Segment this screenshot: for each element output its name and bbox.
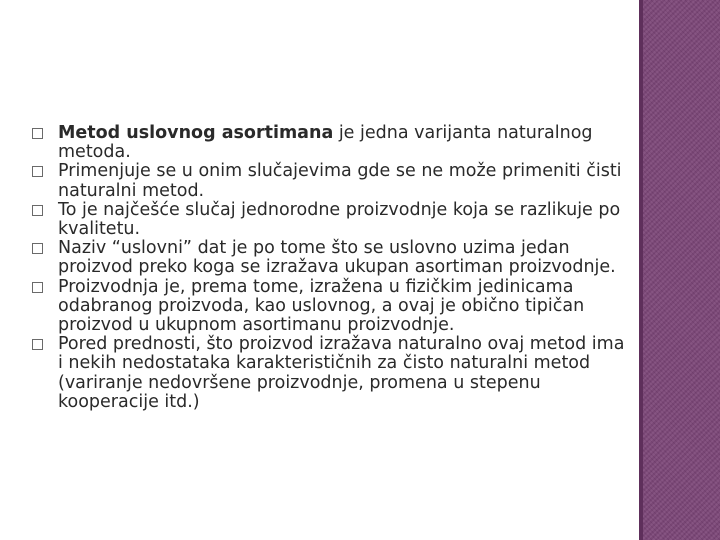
bullet-text: Primenjuje se u onim slučajevima gde se ne može primeniti čisti naturalni metod. <box>58 161 622 201</box>
square-bullet-icon <box>32 128 43 139</box>
bullet-item <box>32 201 632 239</box>
bullet-list <box>32 124 632 412</box>
bullet-item <box>32 335 632 412</box>
bullet-item <box>32 278 632 336</box>
bullet-text: To je najčešće slučaj jednorodne proizvodnje koja se razlikuje po kvalitetu. <box>58 199 621 240</box>
square-bullet-icon <box>32 339 43 350</box>
bullet-bold-text: Metod uslovnog asortimana <box>58 123 334 143</box>
decorative-sidebar <box>643 0 720 540</box>
bullet-item <box>32 239 632 277</box>
bullet-text: Pored prednosti, što proizvod izražava naturalno ovaj metod ima i nekih nedostataka karakterističnih za čisto naturalni metod (variranje nedovršene proizvodnje, promena u stepenu kooperacije itd.) <box>58 334 625 412</box>
square-bullet-icon <box>32 282 43 293</box>
bullet-text: Naziv “uslovni” dat je po tome što se uslovno uzima jedan proizvod preko koga se izražava ukupan asortiman proizvodnje. <box>58 238 616 278</box>
bullet-text: Proizvodnja je, prema tome, izražena u fizičkim jedinicama odabranog proizvoda, kao uslovnog, a ovaj je obično tipičan proizvod u ukupnom asortimanu proizvodnje. <box>58 276 585 336</box>
square-bullet-icon <box>32 205 43 216</box>
bullet-item <box>32 162 632 200</box>
bullet-item <box>32 124 632 162</box>
square-bullet-icon <box>32 166 43 177</box>
square-bullet-icon <box>32 243 43 254</box>
bullet-text: je jedna varijanta naturalnog metoda. <box>58 123 593 163</box>
